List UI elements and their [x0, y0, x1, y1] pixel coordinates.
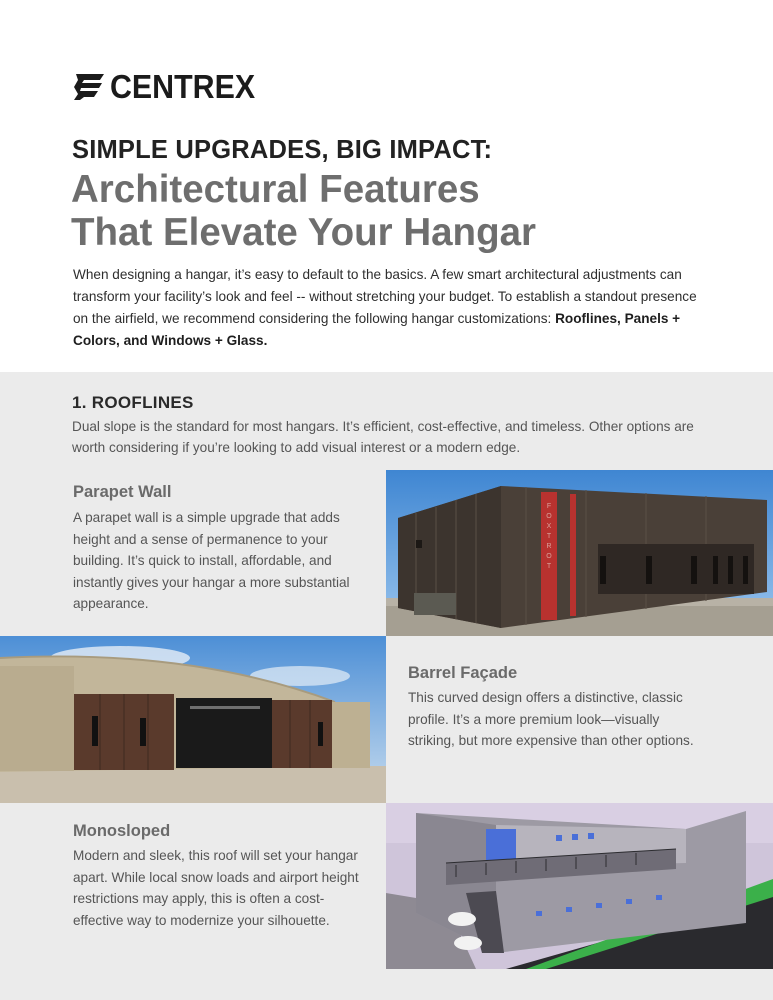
svg-text:T: T: [546, 563, 552, 570]
svg-text:O: O: [546, 553, 552, 560]
monosloped-body: Modern and sleek, this roof will set your hangar apart. While local snow loads and airport height restrictions may apply, this is often a cost-effective way to modernize your silhouette.: [73, 848, 359, 928]
monosloped-photo: [386, 803, 773, 969]
parapet-wall-photo: [386, 470, 773, 636]
svg-text:X: X: [546, 523, 552, 530]
svg-text:T: T: [546, 533, 552, 540]
parapet-wall-title: Parapet Wall: [73, 483, 172, 501]
barrel-facade-title: Barrel Façade: [408, 664, 518, 682]
barrel-facade-body: This curved design offers a distinctive, classic profile. It’s a more premium look—visually striking, but more expensive than other options.: [408, 690, 694, 749]
section-description: Dual slope is the standard for most hangars. It’s efficient, cost-effective, and timeless. Other options are worth considering if you’re looking to add visual interest or a modern edge.: [72, 419, 694, 455]
intro-text: When designing a hangar, it’s easy to default to the basics. A few smart architectural adjustments can transform your facility’s look and feel -- without stretching your budget. To establish a standout presence on the airfield, we recommend considering the following hangar customizations:: [73, 267, 697, 326]
title-line-2: That Elevate Your Hangar: [71, 211, 536, 254]
svg-text:F: F: [546, 503, 552, 510]
section-heading: 1. ROOFLINES: [72, 393, 194, 412]
svg-text:O: O: [546, 513, 552, 520]
intro-paragraph: [73, 264, 713, 352]
centrex-logo-icon: [72, 72, 106, 102]
barrel-facade-photo: [0, 636, 386, 803]
monosloped-title: Monosloped: [73, 822, 171, 840]
brand-name: CENTREX: [110, 68, 256, 105]
brand-logo: [72, 70, 268, 104]
parapet-wall-body: A parapet wall is a simple upgrade that adds height and a sense of permanence to your building. It’s quick to install, affordable, and instantly gives your hangar a more substantial appearance.: [73, 510, 350, 612]
page-kicker: SIMPLE UPGRADES, BIG IMPACT:: [72, 136, 493, 164]
svg-text:R: R: [546, 543, 552, 550]
page-title: [71, 168, 536, 254]
intro-highlight: Rooflines, Panels + Colors, and Windows + Glass.: [73, 311, 681, 348]
title-line-1: Architectural Features: [71, 168, 480, 211]
